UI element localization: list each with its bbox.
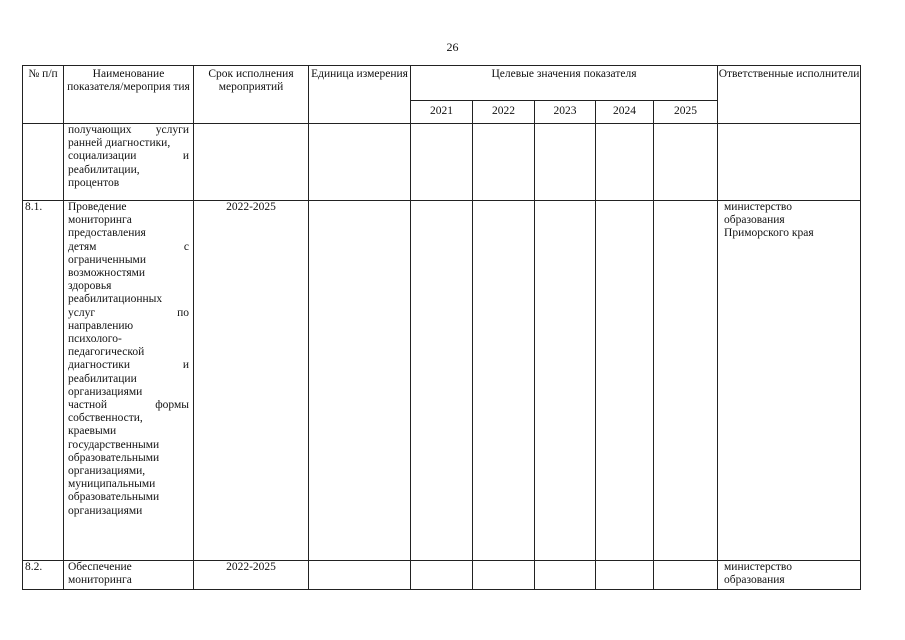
row-unit [309, 561, 411, 590]
indicators-table [22, 65, 861, 590]
row-name-line: мониторинга [68, 214, 132, 227]
row-value [473, 561, 535, 590]
row-value [596, 124, 654, 201]
row-value [654, 561, 718, 590]
row-name-line: реабилитации, [68, 163, 140, 176]
row-term [194, 124, 309, 201]
row-value [411, 201, 473, 561]
row-value [596, 561, 654, 590]
header-num: № п/п [23, 66, 64, 124]
row-name-line: организациями, [68, 465, 146, 478]
row-responsible-line: образования [724, 574, 785, 587]
header-row [23, 66, 861, 101]
row-number: 8.1. [23, 201, 64, 561]
table-row [23, 124, 861, 201]
header-year: 2023 [535, 101, 596, 124]
row-name-line: направлению [68, 319, 134, 332]
row-value [411, 561, 473, 590]
row-responsible [718, 201, 861, 561]
row-name-line: Проведение [68, 201, 127, 213]
row-value [535, 124, 596, 201]
row-name-line: ранней диагностики, [68, 137, 171, 150]
row-value [596, 201, 654, 561]
row-responsible [718, 561, 861, 590]
table-row [23, 201, 861, 561]
table-body [23, 124, 861, 590]
row-name-line: психолого- [68, 333, 122, 346]
header-name: Наименование показателя/мероприя тия [64, 66, 194, 124]
row-value [654, 201, 718, 561]
row-responsible-line: министерство [724, 201, 792, 213]
row-name-line: краевыми [68, 425, 117, 438]
row-name-line: Обеспечение [68, 561, 132, 573]
row-term: 2022-2025 [194, 561, 309, 590]
row-name-line: здоровья [68, 280, 112, 293]
row-name-line: частной формы [68, 399, 189, 412]
header-year: 2021 [411, 101, 473, 124]
row-number [23, 124, 64, 201]
row-value [473, 124, 535, 201]
header-year: 2025 [654, 101, 718, 124]
header-unit: Единица измерения [309, 66, 411, 124]
row-term: 2022-2025 [194, 201, 309, 561]
row-responsible-line: Приморского края [724, 227, 814, 240]
row-responsible-line: министерство [724, 561, 792, 573]
row-name-line: организациями [68, 385, 143, 398]
row-value [473, 201, 535, 561]
row-name-line: собственности, [68, 412, 143, 425]
row-name-line: государственными [68, 438, 160, 451]
row-value [535, 561, 596, 590]
row-name-line: детям с [68, 240, 189, 253]
row-name [64, 124, 194, 201]
row-name-line: ограниченными [68, 253, 146, 266]
row-value [535, 201, 596, 561]
row-responsible-line: образования [724, 214, 785, 227]
page-number: 26 [446, 40, 459, 54]
row-name-line: педагогической [68, 346, 145, 359]
row-name-line: организациями [68, 504, 143, 517]
row-unit [309, 124, 411, 201]
row-name [64, 561, 194, 590]
header-responsible: Ответственные исполнители [718, 66, 861, 124]
table-row [23, 561, 861, 590]
row-name [64, 201, 194, 561]
row-name-line: образовательными [68, 451, 160, 464]
header-year: 2022 [473, 101, 535, 124]
row-name-line: получающих услуги [68, 124, 189, 136]
row-name-line: муниципальными [68, 478, 156, 491]
row-name-line: услуг по [68, 306, 189, 319]
row-name-line: процентов [68, 176, 120, 189]
row-name-line: образовательными [68, 491, 160, 504]
row-name-line: мониторинга [68, 574, 132, 587]
row-unit [309, 201, 411, 561]
header-year: 2024 [596, 101, 654, 124]
row-value [654, 124, 718, 201]
header-targets: Целевые значения показателя [411, 66, 718, 101]
row-name-line: социализации и [68, 150, 189, 163]
row-name-line: реабилитационных [68, 293, 163, 306]
row-name-line: реабилитации [68, 372, 137, 385]
row-value [411, 124, 473, 201]
row-number: 8.2. [23, 561, 64, 590]
header-term: Срок исполнения мероприятий [194, 66, 309, 124]
row-name-line: возможностями [68, 267, 146, 280]
row-name-line: предоставления [68, 227, 146, 240]
row-name-line: диагностики и [68, 359, 189, 372]
row-responsible [718, 124, 861, 201]
